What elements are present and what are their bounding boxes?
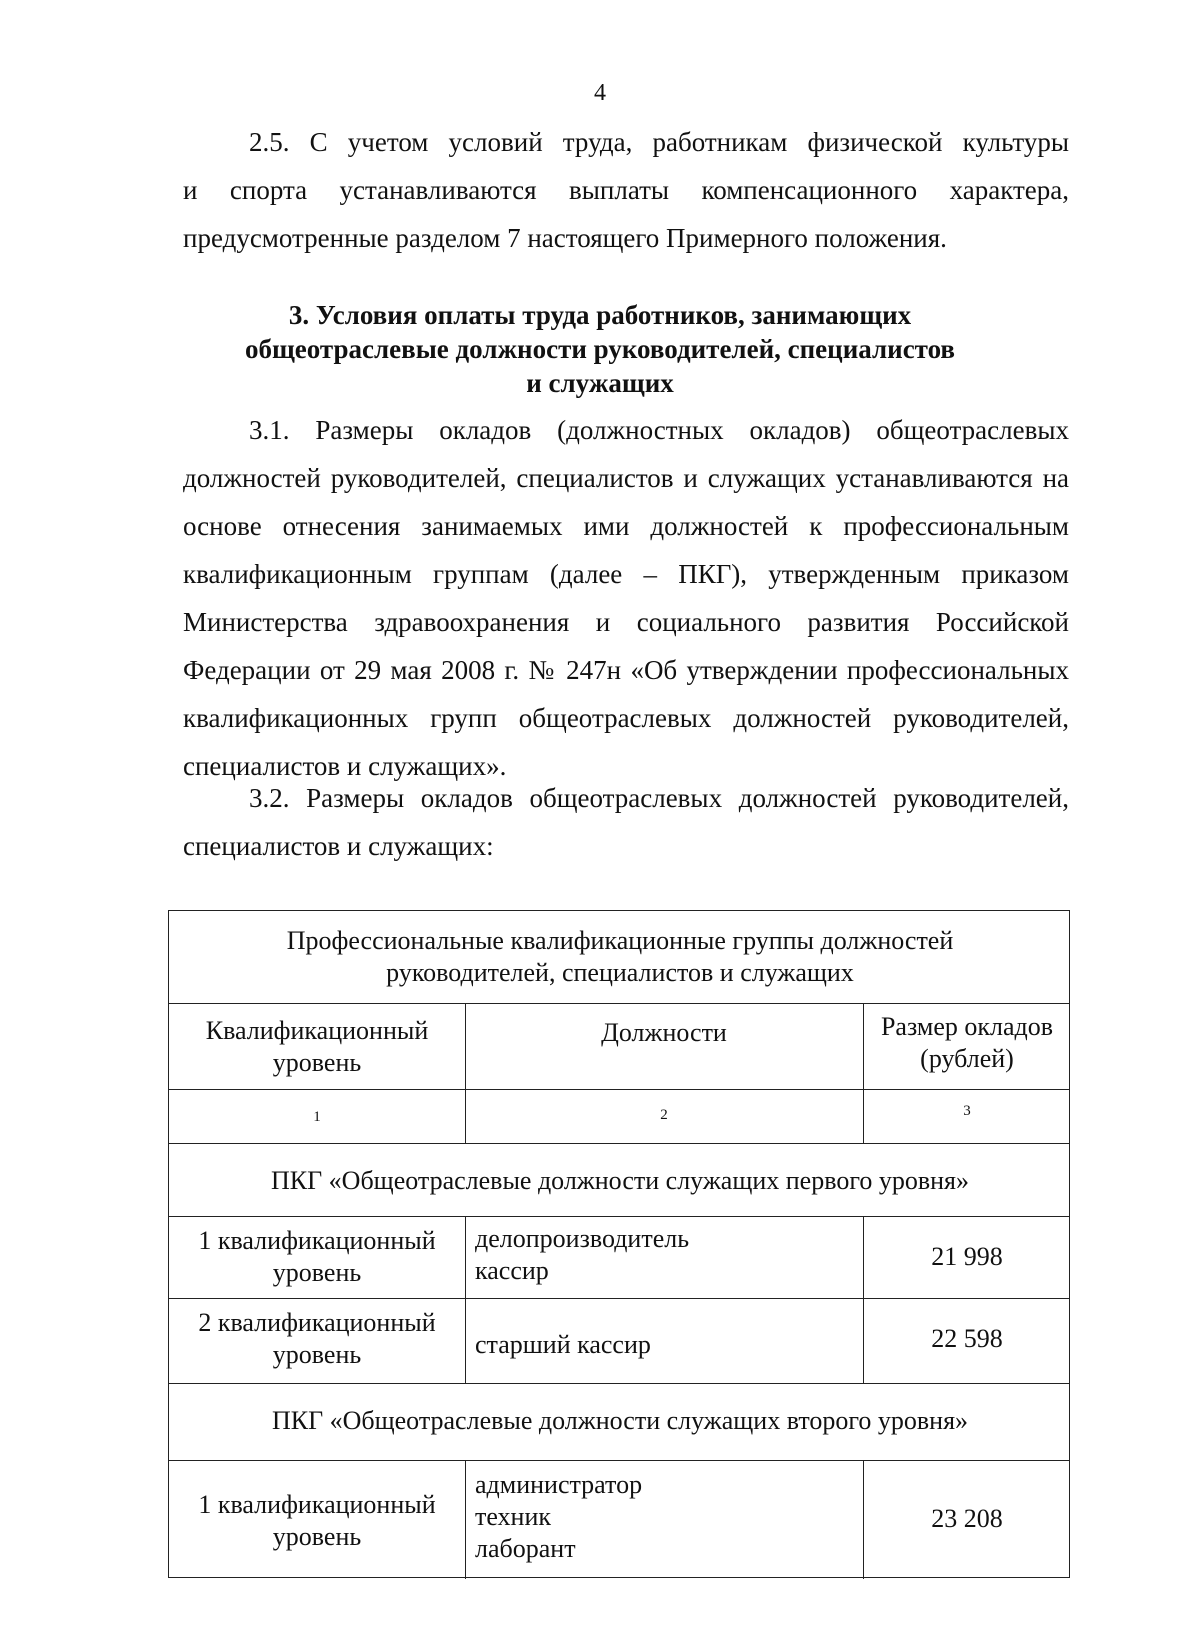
column-number: 1: [313, 1109, 321, 1125]
paragraph-3-2: [183, 774, 1069, 870]
text-line: Федерации от 29 мая 2008 г. № 247н «Об утверждении профессиональных: [183, 655, 1069, 685]
text-line: специалистов и служащих».: [183, 751, 507, 781]
qualification-level: 1 квалификационный уровень: [198, 1490, 436, 1551]
text-line: 3.1. Размеры окладов (должностных окладов) общеотраслевых: [249, 415, 1069, 445]
text-line: квалификационных групп общеотраслевых должностей руководителей,: [183, 703, 1069, 733]
text-line: Министерства здравоохранения и социального развития Российской: [183, 607, 1069, 637]
header-qualification-level: Квалификационный уровень: [205, 1016, 429, 1077]
group-title: ПКГ «Общеотраслевые должности служащих первого уровня»: [271, 1166, 969, 1195]
salary-value: 23 208: [931, 1504, 1003, 1533]
paragraph-3-1: [183, 406, 1069, 790]
table-title: Профессиональные квалификационные группы должностей руководителей, специалистов и служащих: [286, 926, 954, 987]
paragraph-2-5: [183, 118, 1069, 262]
text-line: предусмотренные разделом 7 настоящего Примерного положения.: [183, 223, 947, 253]
text-line: должностей руководителей, специалистов и служащих устанавливаются на: [183, 463, 1069, 493]
header-salary: Размер окладов (рублей): [880, 1012, 1054, 1073]
positions: администратор техник лаборант: [475, 1470, 643, 1563]
column-number: 2: [660, 1107, 668, 1123]
text-line: 2.5. С учетом условий труда, работникам физической культуры: [249, 127, 1069, 157]
text-line: основе отнесения занимаемых ими должностей к профессиональным: [183, 511, 1069, 541]
salary-table: [168, 910, 1070, 1578]
text-line: квалификационным группам (далее – ПКГ), утвержденным приказом: [183, 559, 1069, 589]
heading-line: общеотраслевые должности руководителей, специалистов: [244, 334, 955, 364]
text-line: и спорта устанавливаются выплаты компенсационного характера,: [183, 175, 1069, 205]
page-number: 4: [594, 80, 606, 106]
text-line: 3.2. Размеры окладов общеотраслевых должностей руководителей,: [249, 783, 1069, 813]
positions: старший кассир: [475, 1330, 651, 1359]
salary-value: 22 598: [931, 1324, 1003, 1353]
group-title: ПКГ «Общеотраслевые должности служащих второго уровня»: [271, 1406, 969, 1435]
heading-line: 3. Условия оплаты труда работников, занимающих: [288, 300, 912, 330]
qualification-level: 1 квалификационный уровень: [198, 1226, 436, 1287]
qualification-level: 2 квалификационный уровень: [198, 1308, 436, 1369]
text-line: специалистов и служащих:: [183, 831, 494, 861]
positions: делопроизводитель кассир: [475, 1224, 690, 1285]
column-number: 3: [963, 1103, 971, 1119]
header-positions: Должности: [601, 1018, 727, 1047]
heading-line: и служащих: [526, 368, 674, 398]
section-heading: [0, 298, 1200, 400]
salary-value: 21 998: [931, 1242, 1003, 1271]
